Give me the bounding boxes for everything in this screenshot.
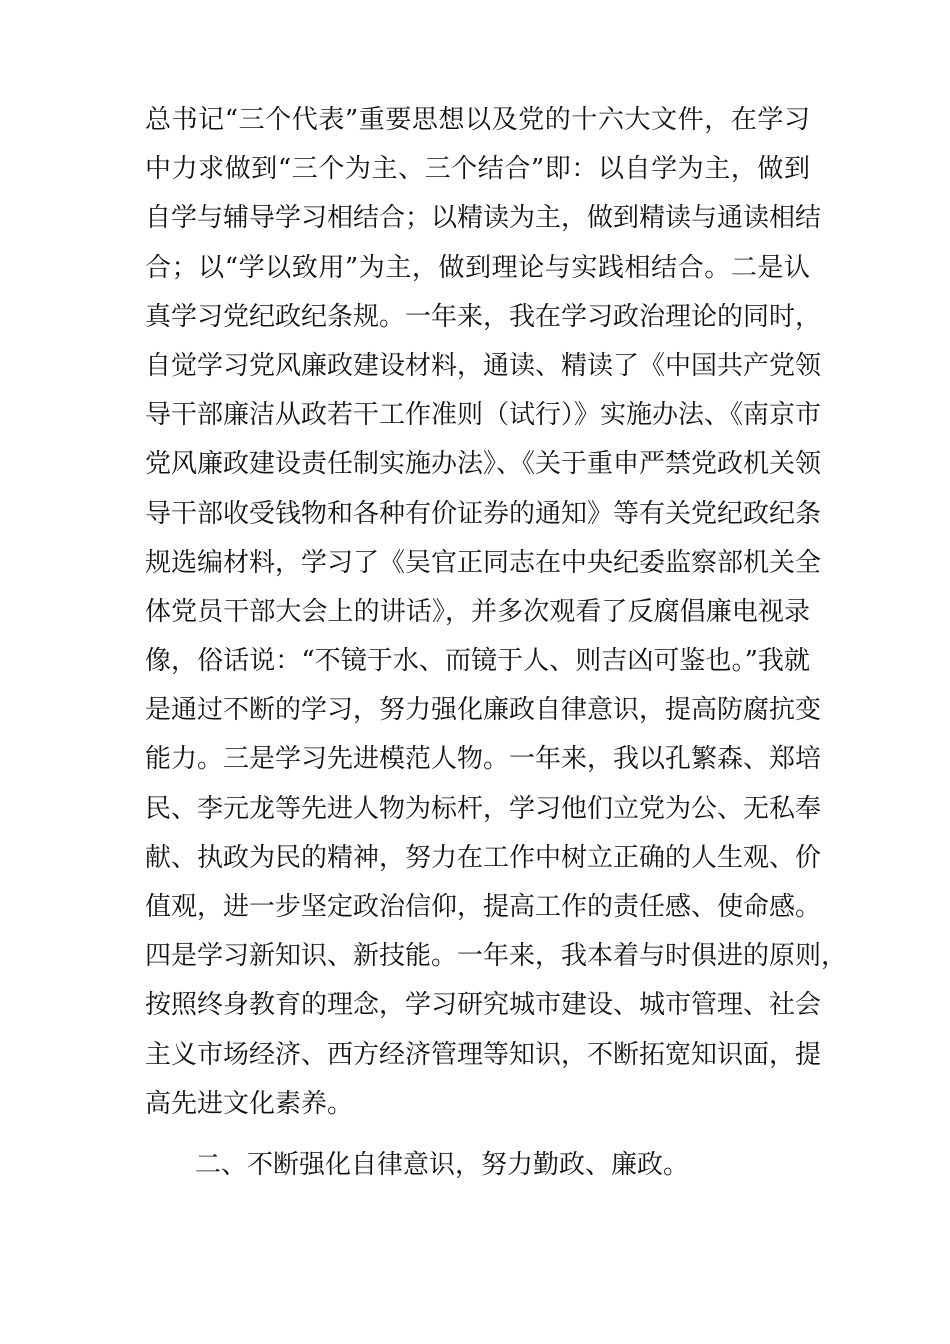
paragraph-line: 体党员干部大会上的讲话》，并多次观看了反腐倡廉电视录 bbox=[145, 596, 810, 627]
paragraph-line: 民、李元龙等先进人物为标杆，学习他们立党为公、无私奉 bbox=[145, 793, 822, 824]
paragraph-line: 真学习党纪政纪条规。一年来，我在学习政治理论的同时， bbox=[145, 301, 822, 332]
paragraph-line: 合；以“学以致用”为主，做到理论与实践相结合。二是认 bbox=[145, 252, 810, 283]
body-paragraph bbox=[145, 96, 848, 1129]
paragraph-line: 四是学习新知识、新技能。一年来，我本着与时俱进的原则， bbox=[145, 941, 848, 972]
paragraph-line: 像，俗话说：“不镜于水、而镜于人、则吉凶可鉴也。”我就 bbox=[145, 646, 810, 677]
paragraph-line: 高先进文化素养。 bbox=[145, 1088, 354, 1119]
paragraph-line: 总书记“三个代表”重要思想以及党的十六大文件，在学习 bbox=[145, 105, 810, 135]
paragraph-line: 中力求做到“三个为主、三个结合”即：以自学为主，做到 bbox=[145, 154, 810, 185]
paragraph-line: 按照终身教育的理念，学习研究城市建设、城市管理、社会 bbox=[145, 990, 822, 1021]
paragraph-line: 导干部廉洁从政若干工作准则（试行）》实施办法、《南京市 bbox=[145, 400, 822, 431]
paragraph-line: 自觉学习党风廉政建设材料，通读、精读了《中国共产党领 bbox=[145, 350, 822, 381]
paragraph-line: 党风廉政建设责任制实施办法》、《关于重申严禁党政机关领 bbox=[145, 449, 822, 480]
paragraph-line: 能力。三是学习先进模范人物。一年来，我以孔繁森、郑培 bbox=[145, 744, 822, 775]
paragraph-line: 值观，进一步坚定政治信仰，提高工作的责任感、使命感。 bbox=[145, 892, 822, 922]
paragraph-line: 规选编材料，学习了《吴官正同志在中央纪委监察部机关全 bbox=[145, 547, 822, 578]
paragraph-line: 献、执政为民的精神，努力在工作中树立正确的人生观、价 bbox=[145, 842, 822, 873]
paragraph-line: 主义市场经济、西方经济管理等知识，不断拓宽知识面，提 bbox=[145, 1039, 822, 1070]
section-heading: 二、不断强化自律意识，努力勤政、廉政。 bbox=[195, 1150, 690, 1180]
paragraph-line: 是通过不断的学习，努力强化廉政自律意识，提高防腐抗变 bbox=[145, 695, 822, 726]
paragraph-line: 自学与辅导学习相结合；以精读为主，做到精读与通读相结 bbox=[145, 203, 822, 234]
paragraph-line: 导干部收受钱物和各种有价证券的通知》等有关党纪政纪条 bbox=[145, 498, 822, 529]
